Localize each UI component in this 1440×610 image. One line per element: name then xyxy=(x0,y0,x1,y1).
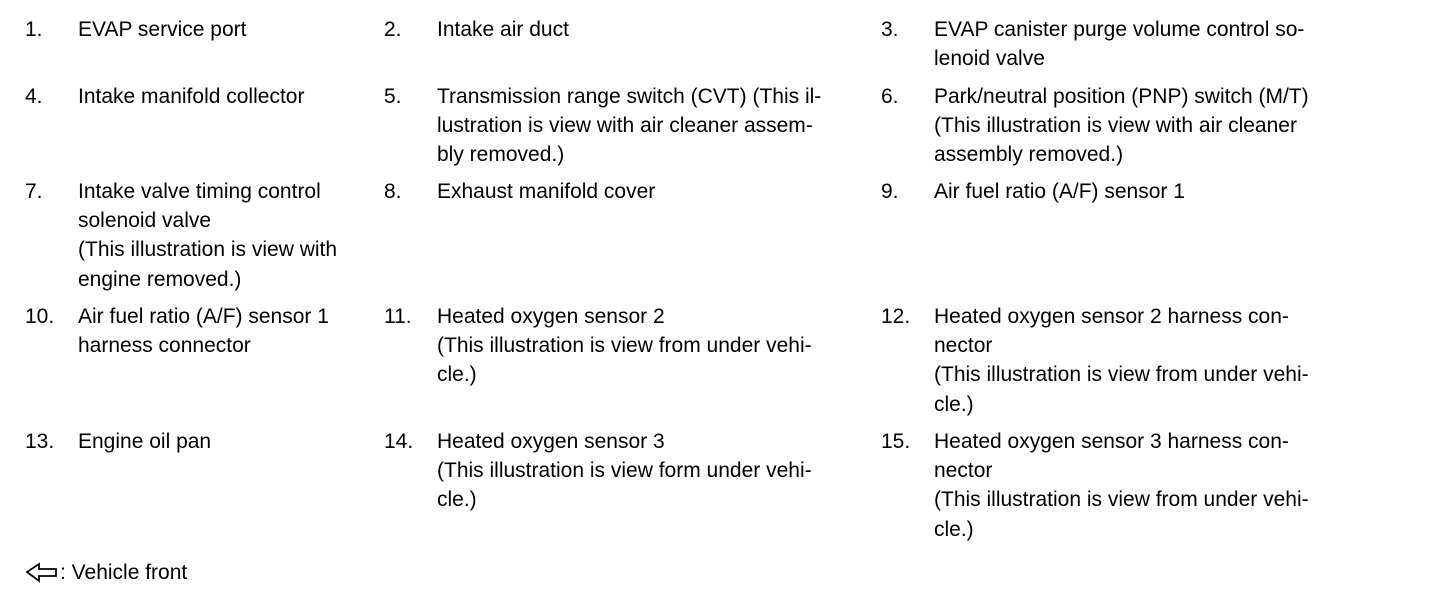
legend-text: Air fuel ratio (A/F) sensor 1 harness connector xyxy=(78,305,329,358)
legend-text: Transmission range switch (CVT) (This il- lustration is view with air cleaner assem- bly removed.) xyxy=(437,85,822,167)
legend-number: 7. xyxy=(25,180,43,203)
legend-number: 13. xyxy=(25,430,55,453)
legend-number: 5. xyxy=(384,85,402,108)
legend-text: Air fuel ratio (A/F) sensor 1 xyxy=(934,180,1185,203)
vehicle-front-label: : Vehicle front xyxy=(60,561,188,584)
legend-number: 9. xyxy=(881,180,899,203)
legend-text: EVAP canister purge volume control so- lenoid valve xyxy=(934,18,1305,71)
legend-number: 14. xyxy=(384,430,414,453)
legend-number: 3. xyxy=(881,18,899,41)
legend-text: Intake valve timing control solenoid valve (This illustration is view with engine removed.) xyxy=(78,180,338,291)
legend-number: 4. xyxy=(25,85,43,108)
legend-text: Engine oil pan xyxy=(78,430,212,453)
legend-number: 10. xyxy=(25,305,55,328)
legend-text: Exhaust manifold cover xyxy=(437,180,656,203)
legend-number: 1. xyxy=(25,18,43,41)
legend-text: Heated oxygen sensor 3 (This illustration is view form under vehi- cle.) xyxy=(437,430,812,512)
legend-text: Heated oxygen sensor 2 (This illustration is view from under vehi- cle.) xyxy=(437,305,812,387)
legend-text: Heated oxygen sensor 2 harness con- nector (This illustration is view from under vehi- cle.) xyxy=(934,305,1309,416)
legend-number: 2. xyxy=(384,18,402,41)
vehicle-front-note xyxy=(25,558,187,588)
legend-number: 15. xyxy=(881,430,911,453)
legend-number: 11. xyxy=(384,305,412,328)
legend-text: EVAP service port xyxy=(78,18,247,41)
legend-text: Intake air duct xyxy=(437,18,569,41)
legend-text: Intake manifold collector xyxy=(78,85,305,108)
legend-number: 12. xyxy=(881,305,911,328)
left-arrow-outline-icon xyxy=(25,561,60,585)
legend-text: Park/neutral position (PNP) switch (M/T) (This illustration is view with air cleaner assembly removed.) xyxy=(934,85,1309,167)
legend-number: 6. xyxy=(881,85,899,108)
legend-text: Heated oxygen sensor 3 harness con- nector (This illustration is view from under vehi- cle.) xyxy=(934,430,1309,541)
legend-number: 8. xyxy=(384,180,402,203)
